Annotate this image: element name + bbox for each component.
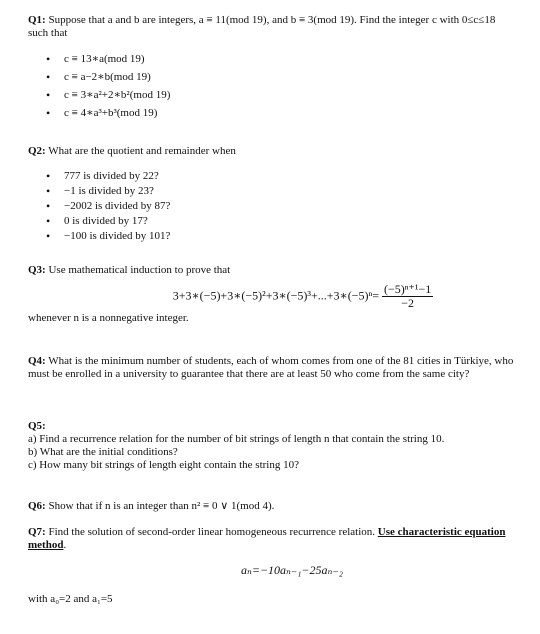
formula-left: 3+3∗(−5)+3∗(−5)²+3∗(−5)³+...+3∗(−5)ⁿ= bbox=[172, 288, 379, 303]
question-2-label: Q2: bbox=[28, 145, 46, 157]
question-4 bbox=[28, 355, 518, 381]
list-item: • c ≡ 4∗a³+b³(mod 19) bbox=[28, 107, 518, 120]
formula-fraction bbox=[382, 283, 433, 310]
question-5-part-b: b) What are the initial conditions? bbox=[28, 446, 178, 458]
question-3-label: Q3: bbox=[28, 264, 46, 276]
list-item: • −1 is divided by 23? bbox=[28, 185, 518, 198]
question-4-text: What is the minimum number of students, each of whom comes from one of the 81 cities in Türkiye, who must be enrolled in a university to guarantee that there are at least 50 who come from the same city? bbox=[28, 355, 514, 380]
question-3-after: whenever n is a nonnegative integer. bbox=[28, 312, 189, 324]
question-3 bbox=[28, 264, 518, 325]
induction-formula bbox=[88, 283, 518, 310]
question-7 bbox=[28, 526, 518, 606]
question-7-label: Q7: bbox=[28, 526, 46, 538]
list-item: • c ≡ 13∗a(mod 19) bbox=[28, 53, 518, 66]
list-item: • −100 is divided by 101? bbox=[28, 230, 518, 243]
formula-denominator: −2 bbox=[401, 296, 415, 310]
list-item: • 777 is divided by 22? bbox=[28, 170, 518, 183]
question-4-label: Q4: bbox=[28, 355, 46, 367]
recurrence-formula: aₙ=−10aₙ₋₁−25aₙ₋₂ bbox=[241, 563, 343, 577]
question-7-text: Find the solution of second-order linear homogeneous recurrence relation. bbox=[48, 526, 376, 538]
question-5-part-c: c) How many bit strings of length eight contain the string 10? bbox=[28, 459, 299, 471]
question-6-label: Q6: bbox=[28, 500, 46, 512]
list-item: • −2002 is divided by 87? bbox=[28, 200, 518, 213]
question-6 bbox=[28, 500, 518, 513]
question-2-list bbox=[28, 170, 518, 243]
question-1-text: Suppose that a and b are integers, a ≡ 11(mod 19), and b ≡ 3(mod 19). Find the integer c with 0≤c≤18 such that bbox=[28, 14, 496, 39]
initial-conditions: with a₀=2 and a₁=5 bbox=[28, 593, 113, 605]
question-1-label: Q1: bbox=[28, 14, 46, 26]
question-1 bbox=[28, 14, 518, 120]
list-item: • c ≡ a−2∗b(mod 19) bbox=[28, 71, 518, 84]
question-6-text: Show that if n is an integer than n² ≡ 0 ∨ 1(mod 4). bbox=[48, 500, 275, 512]
question-5-part-a: a) Find a recurrence relation for the number of bit strings of length n that contain the string 10. bbox=[28, 433, 445, 445]
question-7-method-end: . bbox=[63, 539, 67, 551]
question-1-list bbox=[28, 53, 518, 120]
question-2 bbox=[28, 145, 518, 243]
question-3-text: Use mathematical induction to prove that bbox=[48, 264, 231, 276]
list-item: • 0 is divided by 17? bbox=[28, 215, 518, 228]
question-5-label: Q5: bbox=[28, 420, 46, 432]
question-5 bbox=[28, 420, 518, 472]
list-item: • c ≡ 3∗a²+2∗b²(mod 19) bbox=[28, 89, 518, 102]
question-2-text: What are the quotient and remainder when bbox=[48, 145, 236, 157]
question-7-method: Use characteristic equation method bbox=[28, 526, 506, 551]
formula-numerator: (−5)ⁿ⁺¹−1 bbox=[384, 282, 432, 296]
